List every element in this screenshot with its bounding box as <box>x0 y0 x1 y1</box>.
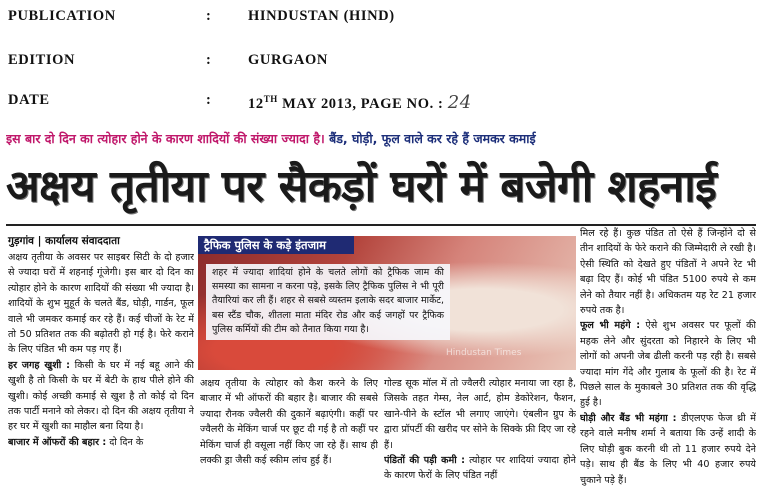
date-label: DATE <box>8 92 50 108</box>
col3-paragraph-1: गोल्ड सूक मॉल में तो ज्वैलरी त्योहार मनाया जा रहा है, जिसके तहत गेम्स, नेल आर्ट, होम डेकोरेशन, फैशन, खाने-पीने के स्टॉल भी लगाए जाएंगे। एंबलीन ग्रुप के द्वारा प्रॉपर्टी की खरीद पर सोने के सिक्के फ्री दिए जा रहे हैं। <box>384 378 576 451</box>
col4-subhead-1: फूल भी महंगे : <box>580 320 641 332</box>
article-photo <box>198 236 576 370</box>
traffic-police-box: शहर में ज्यादा शादियां होने के चलते लोगों को ट्रैफिक जाम की समस्या का सामना न करना पड़े, इसके लिए ट्रैफिक पुलिस ने भी पूरी तैयारियां कर ली हैं। शहर से सबसे व्यस्तम इलाके सदर बाजार मार्केट, बस स्टैंड चौक, शीतला माता मंदिर रोड और कई जगहों पर ट्रैफिक पुलिस कर्मियों की टीम को तैनात किया गया है। <box>206 264 450 340</box>
date-value <box>248 92 472 113</box>
col1-subhead-2: बाजार में ऑफरों की बहार : <box>8 436 107 448</box>
col4-paragraph-3 <box>580 411 756 488</box>
headline: अक्षय तृतीया पर सैकड़ों घरों में बजेगी शहनाई <box>6 161 717 212</box>
col1-paragraph-1: अक्षय तृतीया के अवसर पर साइबर सिटी के दो हजार से ज्यादा घरों में शहनाई गूंजेगी। इस बार दो दिन का त्योहार होने के कारण शादियों की संख्या भी ज्यादा है। शादियों के शुभ मुहूर्त के चलते बैंड, घोड़ी, गार्डन, फूल वाले भी जमकर कमाई कर रहे हैं। कई चीजों के रेट में तो 50 प्रतिशत तक की बढ़ोतरी हो गई है। फेरे कराने के लिए पंडित भी कम पड़ गए हैं। <box>8 252 194 356</box>
col4-subhead-2: घोड़ी और बैंड भी महंगा : <box>580 412 677 424</box>
publication-colon: : <box>206 8 212 24</box>
col1-paragraph-3-text: दो दिन के <box>109 436 144 448</box>
date-day: 12 <box>248 96 264 112</box>
col4-paragraph-3-text: डीएलएफ फेज थ्री में रहने वाले मनीष शर्मा ने बताया कि उन्हें शादी के लिए घोड़ी बुक करनी थी तो 11 हजार रुपये देने पड़े। साथ ही बैंड के लिए भी 40 हजार रुपये चुकाने पड़े हैं। <box>580 412 756 486</box>
col3-paragraph-2-text: त्योहार पर शादियां ज्यादा होने के कारण फेरों के लिए पंडित नहीं <box>384 455 576 482</box>
photo-watermark: Hindustan Times <box>446 348 522 358</box>
col4-paragraph-2 <box>580 318 756 410</box>
edition-value: GURGAON <box>248 52 328 68</box>
publication-value: HINDUSTAN (HIND) <box>248 8 395 24</box>
photo-caption: ट्रैफिक पुलिस के कड़े इंतजाम <box>198 236 354 254</box>
kicker-line <box>6 128 756 150</box>
kicker-part-2: बैंड, घोड़ी, फूल वाले कर रहे हैं जमकर कमाई <box>329 131 536 146</box>
kicker-part-1: इस बार दो दिन का त्योहार होने के कारण शादियों की संख्या ज्यादा है। <box>6 131 325 146</box>
col2-paragraph: अक्षय तृतीया के त्योहार को कैश करने के लिए बाजार में भी ऑफरों की बहार है। बाजार की सबसे ज्यादा रौनक ज्वैलरी की दुकानें बढ़ाएंगी। कहीं पर ज्वैलरी के मेकिंग चार्ज पर छूट दी गई है तो कहीं पर मेकिंग चार्ज ही वसूला नहीं किए जा रहे हैं। साथ ही लक्की ड्रा जैसी कई स्कीम लांच हुई हैं। <box>200 378 378 467</box>
article-column-3 <box>384 376 576 500</box>
date-rest: MAY 2013, PAGE NO. : <box>282 96 444 112</box>
article-column-4 <box>580 226 756 500</box>
date-colon: : <box>206 92 212 108</box>
dateline: गुड़गांव | कार्यालय संवाददाता <box>8 235 120 247</box>
col1-paragraph-3 <box>8 435 194 450</box>
col3-subhead: पंडितों की पड़ी कमी : <box>384 455 466 467</box>
col4-paragraph-1: मिल रहे हैं। कुछ पंडित तो ऐसे हैं जिन्होंने दो से तीन शादियों के फेरे कराने की जिम्मेदारी ले रखी है। ऐसी स्थिति को देखते हुए पंडितों ने अपने रेट भी बढ़ा दिए हैं। कोई भी पंडित 5100 रुपये से कम लेने को तैयार नहीं है। अधिकतम यह रेट 21 हजार रुपये तक है। <box>580 228 756 317</box>
date-suffix: TH <box>263 94 278 105</box>
publication-label: PUBLICATION <box>8 8 116 24</box>
page-number: 24 <box>447 92 472 113</box>
col1-paragraph-2-text: किसी के घर में नई बहू आने की खुशी है तो किसी के घर में बेटी के हाथ पीले होने की खुशी। कोई अच्छी कमाई से खुश है तो कोई दो दिन तक पार्टी मनाने को लेकर। दो दिन की अक्षय तृतीया ने हर घर में खुशी का माहौल बना दिया है। <box>8 359 194 433</box>
article-column-2 <box>200 376 378 500</box>
edition-colon: : <box>206 52 212 68</box>
edition-label: EDITION <box>8 52 76 68</box>
col1-paragraph-2 <box>8 358 194 435</box>
col4-paragraph-2-text: ऐसे शुभ अवसर पर फूलों की महक लेने और सुंदरता को निहारने के लिए भी लोगों को अपनी जेब ढीली करनी पड़ रही है। सबसे ज्यादा मांग गेंदे और गुलाब के फूलों की है। रेट में पिछले साल के मुकाबले 30 प्रतिशत तक की वृद्धि हुई है। <box>580 320 756 409</box>
col3-paragraph-2 <box>384 453 576 484</box>
col1-subhead-1: हर जगह खुशी : <box>8 359 71 371</box>
article-column-1 <box>8 250 194 500</box>
